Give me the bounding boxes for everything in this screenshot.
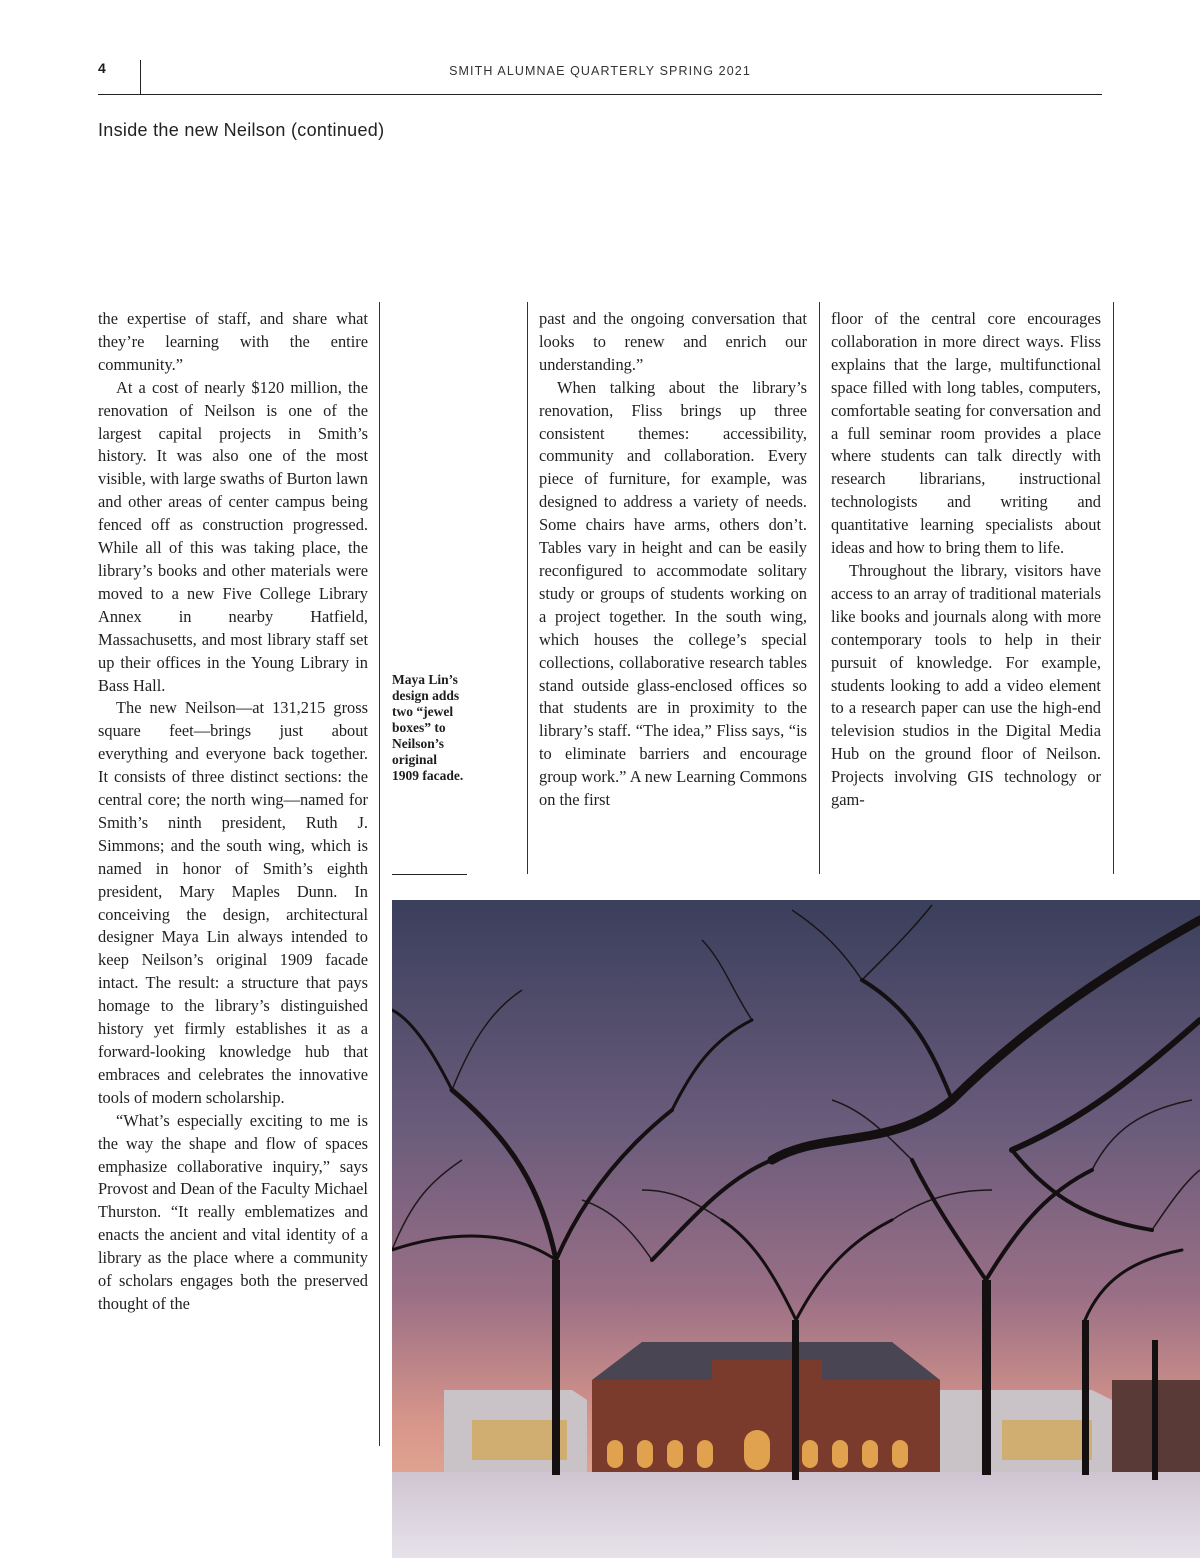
article-column-3 — [831, 308, 1101, 812]
header-rule — [98, 94, 1102, 95]
article-column-2 — [539, 308, 807, 812]
column-rule — [379, 302, 380, 1446]
column-rule — [819, 302, 820, 874]
section-title: Inside the new Neilson (continued) — [98, 120, 385, 140]
paragraph: When talking about the library’s renovation, Fliss brings up three consistent themes: accessibility, community and collaboration. Every piece of furniture, for example, was designed to address a variety of needs. Some chairs have arms, others don’t. Tables vary in height and can be easily reconfigured to accommodate solitary study or groups of students working on a project together. In the south wing, which houses the college’s special collections, collaborative research tables stand outside glass-enclosed offices so that students are in proximity to the library’s staff. “The idea,” Fliss says, “is to eliminate barriers and encourage group work.” A new Learning Commons on the first — [539, 377, 807, 810]
caption-rule — [392, 874, 467, 875]
library-photo — [392, 900, 1200, 1558]
page-number: 4 — [98, 60, 106, 76]
paragraph: past and the ongoing conversation that looks to renew and enrich our understanding.” — [539, 309, 807, 374]
paragraph: The new Neilson—at 131,215 gross square feet—brings just about everything and everyone back together. It consists of three distinct sections: the central core; the north wing—named for Smith’s ninth president, Ruth J. Simmons; and the south wing, which is named in honor of Smith’s eighth president, Mary Maples Dunn. In conceiving the design, architectural designer Maya Lin always intended to keep Neilson’s original 1909 facade intact. The result: a structure that pays homage to the library’s distinguished history yet firmly establishes it as a forward-looking knowledge hub that embraces and celebrates the innovative tools of modern scholarship. — [98, 698, 368, 1107]
paragraph: At a cost of nearly $120 million, the renovation of Neilson is one of the largest capital projects in Smith’s history. It was also one of the most visible, with large swaths of Burton lawn and other areas of center campus being fenced off as construction progressed. While all of this was taking place, the library’s books and other materials were moved to a new Five College Library Annex in nearby Hatfield, Massachusetts, and most library staff set up their offices in the Young Library in Bass Hall. — [98, 377, 368, 695]
paragraph: floor of the central core encourages collaboration in more direct ways. Fliss explains that the large, multifunctional space filled with long tables, computers, comfortable seating for conversation and a full seminar room provides a place where students can talk directly with research librarians, instructional technologists and writing and quantitative learning specialists about ideas and how to bring them to life. — [831, 309, 1101, 558]
column-rule — [527, 302, 528, 874]
paragraph: the expertise of staff, and share what they’re learning with the entire community.” — [98, 309, 368, 374]
running-head: SMITH ALUMNAE QUARTERLY SPRING 2021 — [449, 64, 751, 78]
paragraph: Throughout the library, visitors have access to an array of traditional materials like books and journals along with more contemporary tools to help in their pursuit of knowledge. For example, students looking to add a video element to a research paper can use the high-end television studios in the Digital Media Hub on the ground floor of Neilson. Projects involving GIS technology or gam- — [831, 560, 1101, 810]
paragraph: “What’s especially exciting to me is the way the shape and flow of spaces emphasize collaborative inquiry,” says Provost and Dean of the Faculty Michael Thurston. “It really emblematizes and enacts the ancient and vital identity of a library as the place where a community of scholars engages both the preserved thought of the — [98, 1110, 368, 1313]
column-rule — [1113, 302, 1114, 874]
photo-caption: Maya Lin’s design adds two “jewel boxes” to Neilson’s original 1909 facade. — [392, 672, 464, 783]
article-column-1 — [98, 308, 368, 1316]
